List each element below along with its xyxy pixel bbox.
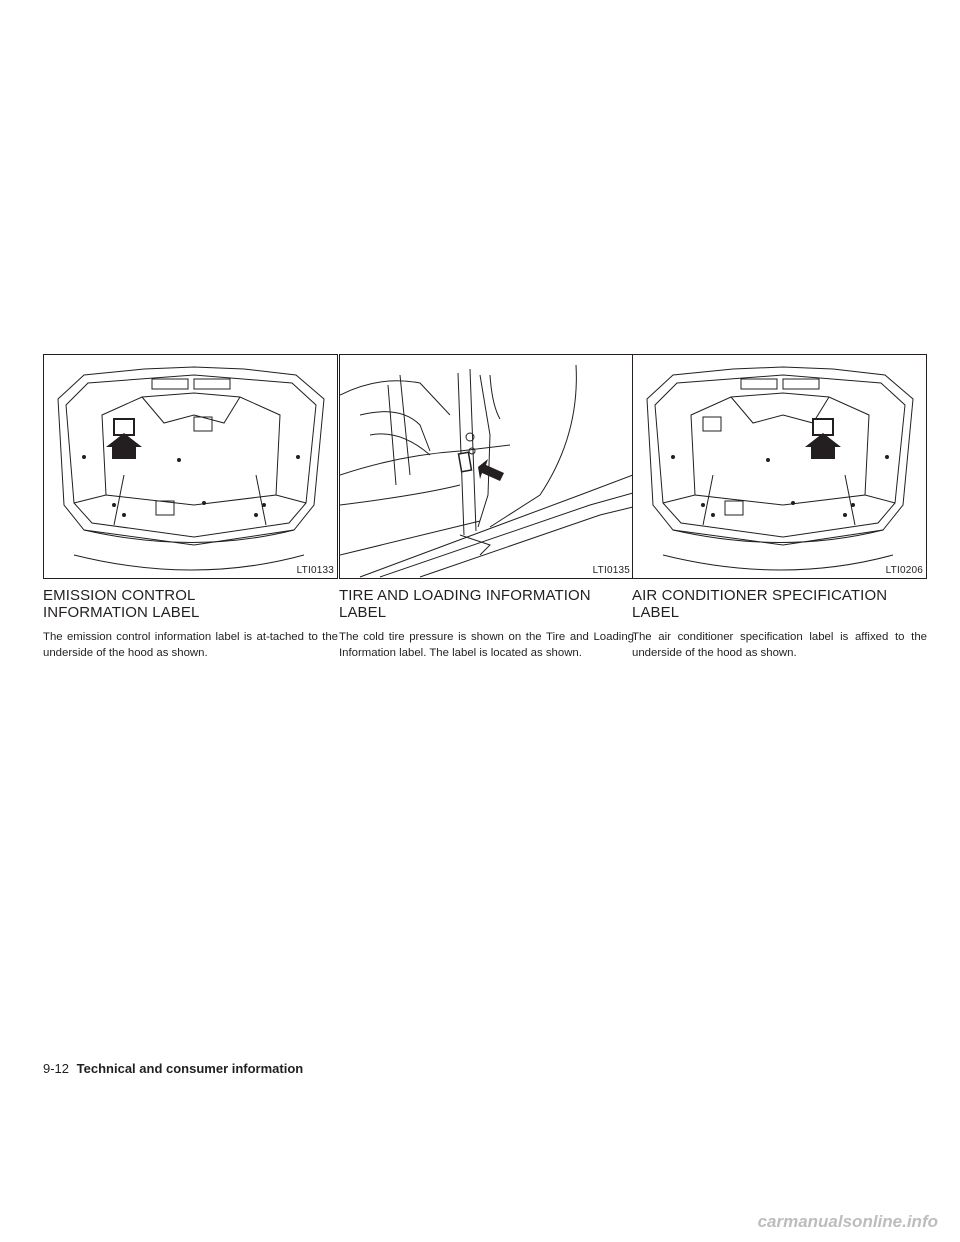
label-location-marker <box>459 452 472 471</box>
watermark: carmanualsonline.info <box>757 1212 938 1231</box>
figure-code: LTI0206 <box>885 565 923 576</box>
section-emission-control <box>43 354 338 661</box>
label-location-marker <box>813 419 833 435</box>
figure-hood-ac-label <box>632 354 927 579</box>
section-heading: AIR CONDITIONER SPECIFICATION LABEL <box>632 587 888 621</box>
arrow-icon <box>106 433 142 459</box>
figure-door-pillar-label <box>339 354 634 579</box>
page-number: 9-12 <box>43 1061 70 1076</box>
arrow-icon <box>478 459 504 481</box>
section-body: The cold tire pressure is shown on the Tire and Loading Information label. The label is located as shown. <box>339 631 634 659</box>
figure-hood-emission-label <box>43 354 338 579</box>
section-heading: TIRE AND LOADING INFORMATION LABEL <box>339 587 591 621</box>
section-heading: EMISSION CONTROL INFORMATION LABEL <box>43 587 200 621</box>
section-air-conditioner <box>632 354 927 661</box>
hood-underside-illustration <box>44 355 337 578</box>
arrow-icon <box>805 433 841 459</box>
section-body: The emission control information label is at-tached to the underside of the hood as shown. <box>43 631 338 659</box>
page-footer <box>43 1061 303 1076</box>
footer-section-title: Technical and consumer information <box>76 1061 304 1076</box>
figure-code: LTI0133 <box>296 565 334 576</box>
label-location-marker <box>114 419 134 435</box>
section-body: The air conditioner specification label is affixed to the underside of the hood as shown. <box>632 631 927 659</box>
hood-underside-illustration <box>633 355 926 578</box>
figure-code: LTI0135 <box>592 565 630 576</box>
door-pillar-illustration <box>340 355 633 578</box>
section-tire-loading <box>339 354 634 661</box>
